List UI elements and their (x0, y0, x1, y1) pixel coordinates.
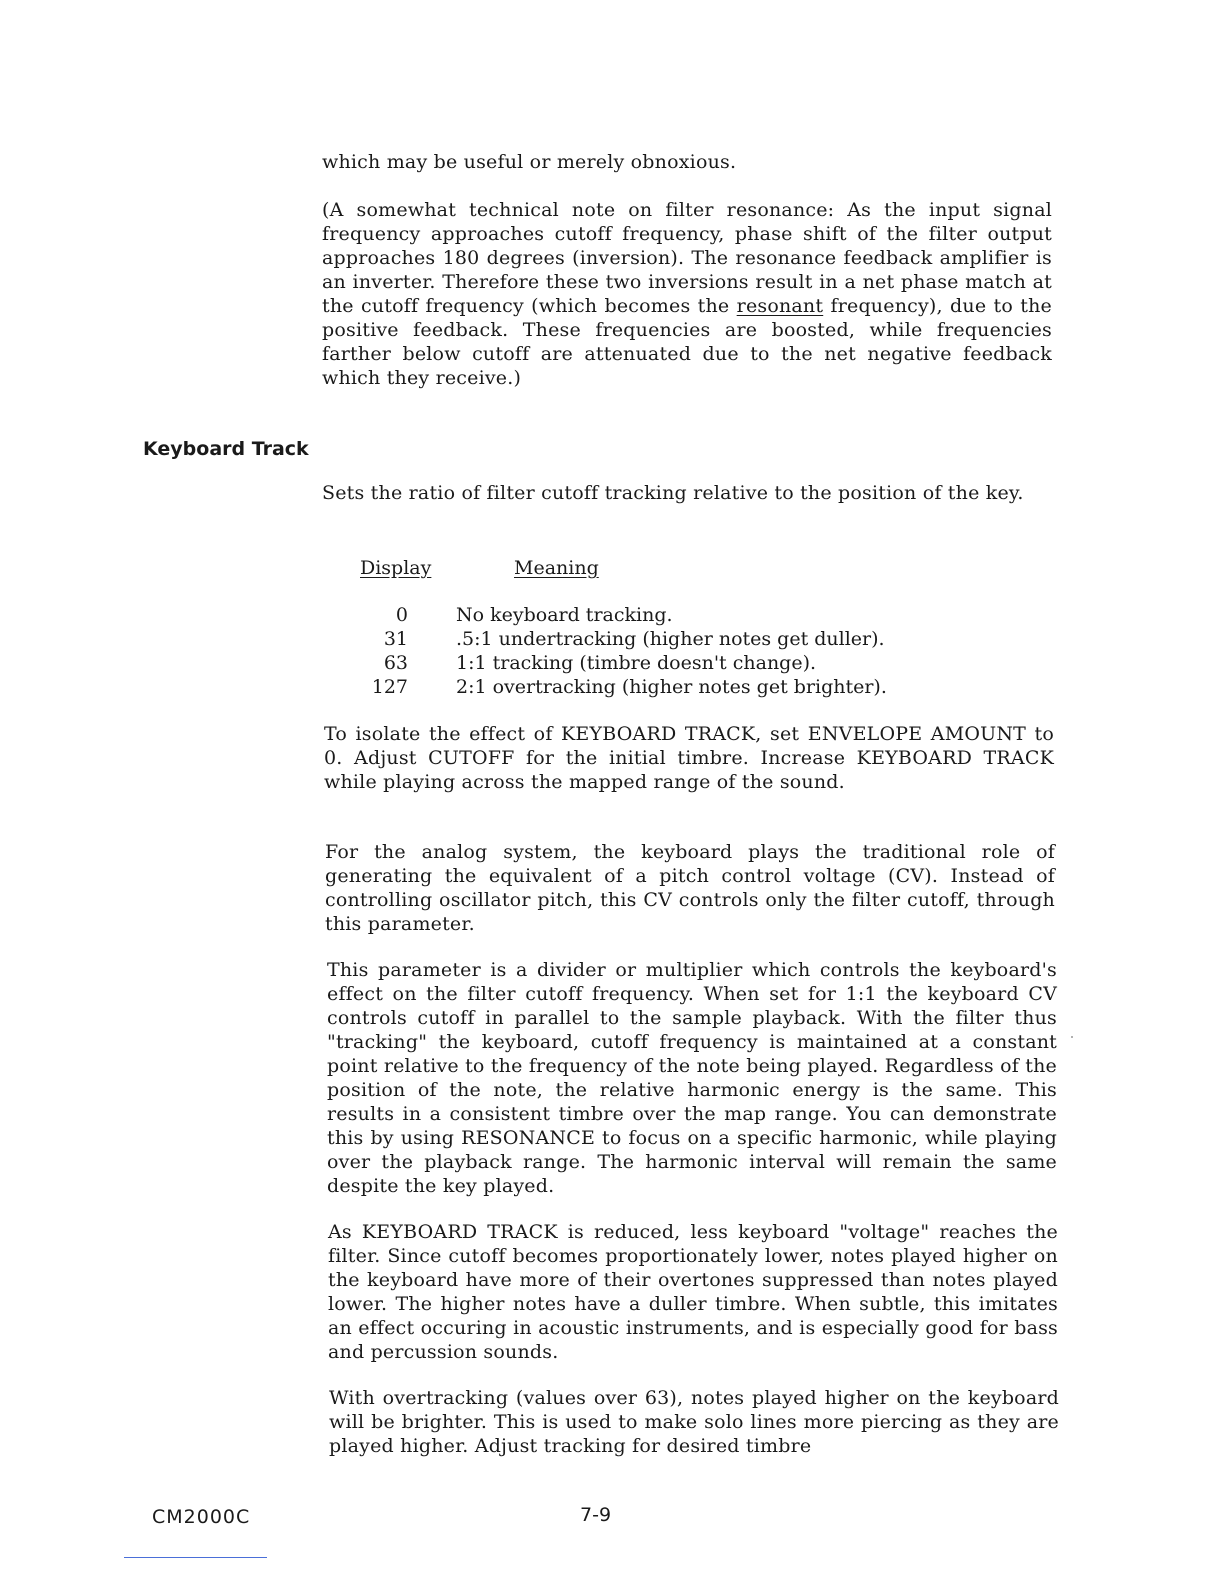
display-value: 127 (371, 676, 408, 698)
table-row (340, 628, 1060, 652)
section-heading-keyboard-track: Keyboard Track (143, 438, 309, 460)
meaning-text: .5:1 undertracking (higher notes get duller). (456, 628, 885, 650)
intro-paragraph (322, 150, 1052, 174)
table-header-meaning: Meaning (514, 557, 599, 579)
table-row (340, 652, 1060, 676)
isolate-text: To isolate the effect of KEYBOARD TRACK, set ENVELOPE AMOUNT to 0. Adjust CUTOFF for the initial timbre. Increase KEYBOARD TRACK while playing across the mapped range of the sound. (324, 723, 1054, 793)
overtracking-paragraph (329, 1386, 1059, 1458)
reduced-text: As KEYBOARD TRACK is reduced, less keyboard "voltage" reaches the filter. Since cutoff becomes proportionately lower, notes played higher on the keyboard have more of their overtones suppressed than notes played lower. The higher notes have a duller timbre. When subtle, this imitates an effect occuring in acoustic instruments, and is especially good for bass and percussion sounds. (328, 1221, 1058, 1363)
resonant-underlined-word: resonant (736, 295, 824, 317)
isolate-paragraph (324, 722, 1054, 794)
scan-speck (1071, 1036, 1073, 1038)
display-value: 0 (395, 604, 408, 626)
table-row (340, 676, 1060, 700)
overtracking-text: With overtracking (values over 63), notes played higher on the keyboard will be brighter. This is used to make solo lines more piercing as they are played higher. Adjust tracking for desired timbre (329, 1387, 1059, 1457)
analog-text: For the analog system, the keyboard plays the traditional role of generating the equivalent of a pitch control voltage (CV). Instead of controlling oscillator pitch, this CV controls only the filter cutoff, through this parameter. (325, 841, 1055, 935)
analog-paragraph (325, 840, 1055, 936)
reduced-paragraph (328, 1220, 1058, 1364)
divider-paragraph (327, 958, 1057, 1198)
display-value: 63 (383, 652, 408, 674)
technical-note-part-2: frequency), due to the positive feedback. These frequencies are boosted, while frequencies farther below cutoff are attenuated due to the net negative feedback which they receive.) (322, 295, 1052, 389)
meaning-text: 1:1 tracking (timbre doesn't change). (456, 652, 817, 674)
divider-text: This parameter is a divider or multiplier which controls the keyboard's effect on the filter cutoff frequency. When set for 1:1 the keyboard CV controls cutoff in parallel to the sample playback. With the filter thus "tracking" the keyboard, cutoff frequency is maintained at a constant point relative to the frequency of the note being played. Regardless of the position of the note, the relative harmonic energy is the same. This results in a consistent timbre over the map range. You can demonstrate this by using RESONANCE to focus on a specific harmonic, while playing over the playback range. The harmonic interval will remain the same despite the key played. (327, 959, 1057, 1197)
technical-note-text (322, 198, 1052, 390)
display-value: 31 (383, 628, 408, 650)
technical-note-part-1: (A somewhat technical note on filter resonance: As the input signal frequency approaches cutoff frequency, phase shift of the filter output approaches 180 degrees (inversion). The resonance feedback amplifier is an inverter. Therefore these two inversions result in a net phase match at the cutoff frequency (which becomes the (322, 199, 1052, 317)
technical-note-paragraph (322, 198, 1052, 390)
intro-text: which may be useful or merely obnoxious. (322, 151, 737, 173)
footer-doc-code: CM2000C (152, 1506, 251, 1528)
sets-ratio-paragraph (322, 481, 1052, 505)
footer-page-number: 7-9 (580, 1504, 612, 1526)
table-header-display: Display (360, 557, 432, 579)
sets-ratio-text: Sets the ratio of filter cutoff tracking relative to the position of the key. (322, 482, 1024, 504)
footer-rule (124, 1557, 267, 1558)
meaning-text: 2:1 overtracking (higher notes get brighter). (456, 676, 887, 698)
table-row (340, 604, 1060, 628)
meaning-text: No keyboard tracking. (456, 604, 673, 626)
